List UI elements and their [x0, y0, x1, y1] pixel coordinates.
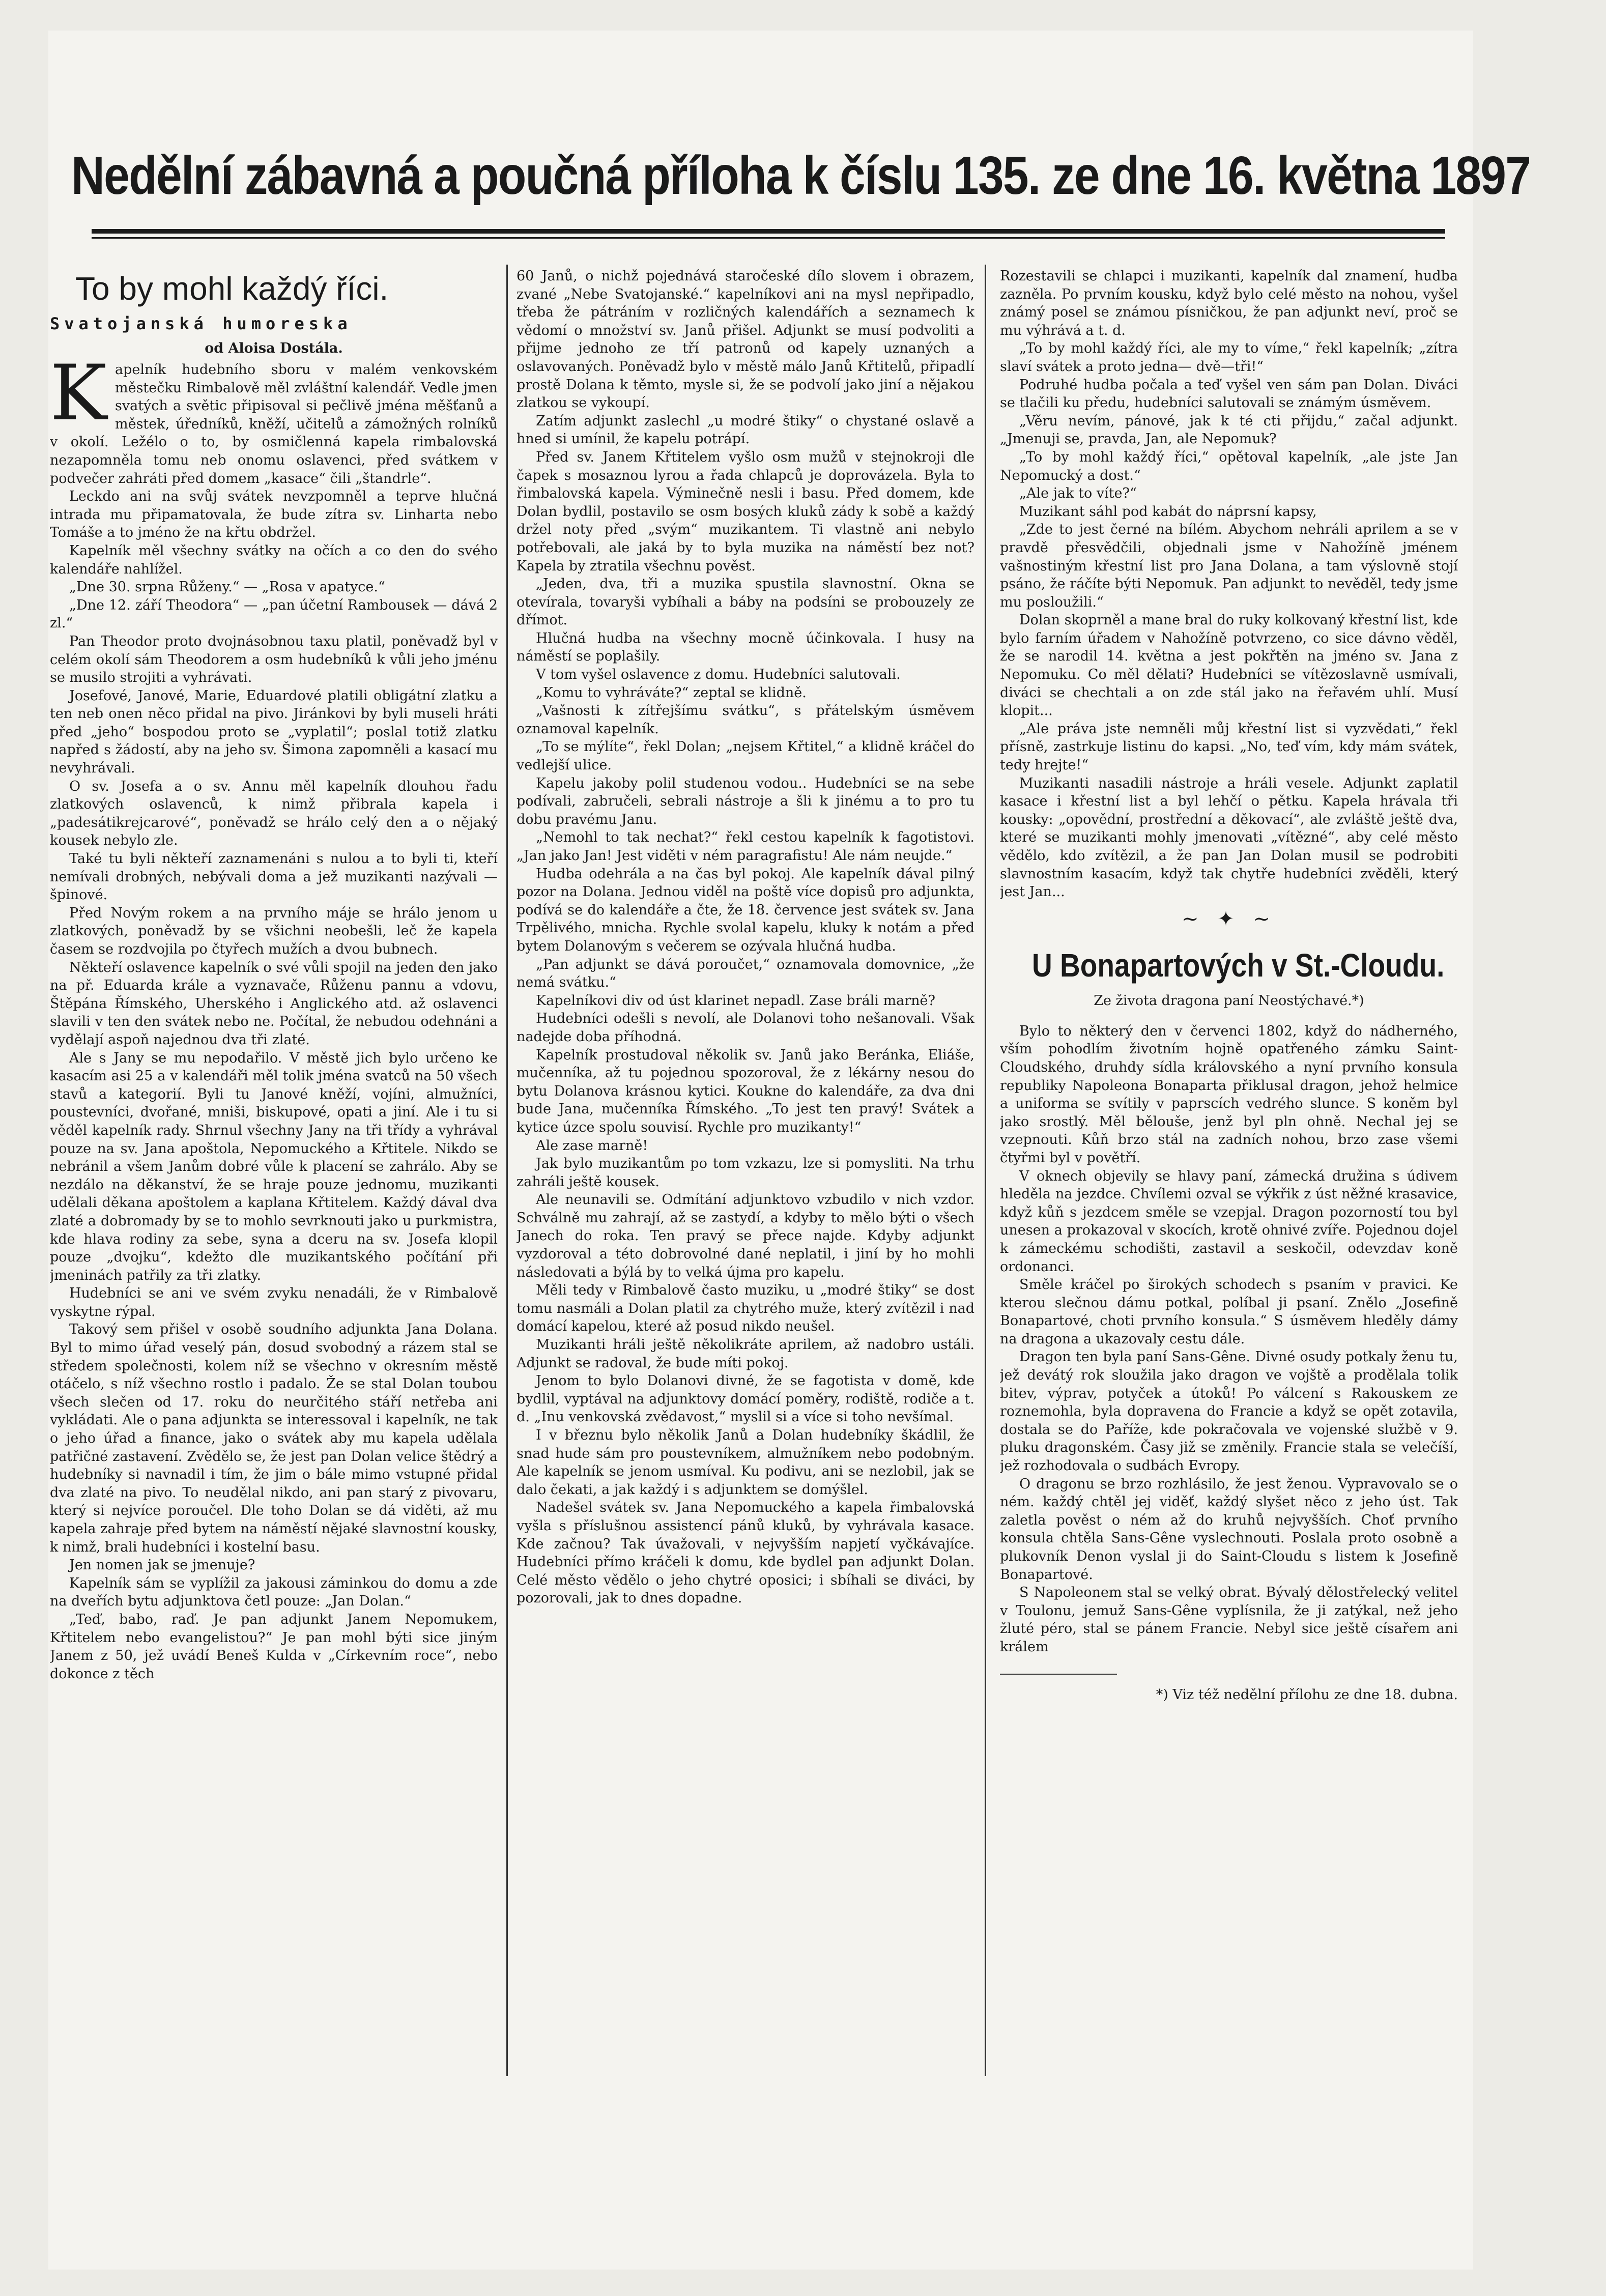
- header-rule-thin: [92, 237, 1445, 239]
- paragraph: O dragonu se brzo rozhlásilo, že jest ženou. Vypravovalo se o ném. každý chtěl jej viděť, každý slyšet něco z jeho úst. Tak zaletla pověst o ném až do kruhů nejvyšších. Choť prvního konsula chtěla Sans-Gêne vyslechnouti. Poslala proto osobně a plukovník Denon vyslal ji do Saint-Cloudu s listem k Josefině Bonapartové.: [1000, 1476, 1458, 1583]
- paragraph: apelník hudebního sboru v malém venkovském městečku Rimbalově měl zvláštní kalendář. Vedle jmen svatých a světic připisoval si pečlivě jména měšťanů a městek, úředníků, kněží, učitelů a zámožných rolníků v okolí. Ležélo o to, by osmičlenná kapela rimbalovská nezapomněla tomu neb onomu oslavenci, před svátkem v podvečer zahráti před domem „kasace“ čili „štandrle“.: [50, 362, 498, 486]
- paragraph: Pan Theodor proto dvojnásobnou taxu platil, poněvadž byl v celém okolí sám Theodorem a osm hudebníků k vůli jeho jménu se musilo strojiti a vyhrávati.: [50, 633, 498, 686]
- paragraph: Muzikant sáhl pod kabát do náprsní kapsy,: [1019, 503, 1317, 520]
- paragraph: S Napoleonem stal se velký obrat. Bývalý dělostřelecký velitel v Toulonu, jemuž Sans-Gêne vyplísnila, že ji zatýkal, než jeho žluté péro, stal se pánem Francie. Nebyl sice ještě císařem ani králem: [1000, 1585, 1458, 1655]
- paragraph: Muzikanti hráli ještě několikráte aprilem, až nadobro ustáli. Adjunkt se radoval, že bude míti pokoj.: [517, 1337, 974, 1371]
- paragraph: Podruhé hudba počala a teď vyšel ven sám pan Dolan. Diváci se tlačili ku předu, hudebníci salutovali se známým úsměvem.: [1000, 377, 1458, 411]
- paragraph: Měli tedy v Rimbalově často muziku, u „modré štiky“ se dost tomu nasmáli a Dolan platil za chytrého muže, který zvítězil i nad domácí kapelou, které až posud nikdo neušel.: [517, 1282, 974, 1335]
- paragraph: „To by mohl každý říci,“ opětoval kapelník, „ale jste Jan Nepomucký a dost.“: [1000, 449, 1458, 483]
- paragraph: Zatím adjunkt zaslechl „u modré štiky“ o chystané oslavě a hned si umínil, že kapelu potrápí.: [517, 413, 974, 447]
- column-divider-right: [985, 265, 986, 2076]
- paragraph: „Ale práva jste nemněli můj křestní list si vyzvědati,“ řekl přísně, zastrkuje listinu do kapsi. „No, teď vím, kdy mám svátek, tedy hrejte!“: [1000, 721, 1458, 773]
- paragraph: Ale zase marně!: [536, 1137, 648, 1154]
- paragraph: „Jeden, dva, tři a muzika spustila slavnostní. Okna se otevírala, tovaryši vybíhali a báby na podsíni se probouzely ze dřímot.: [517, 576, 974, 628]
- paragraph: Jenom to bylo Dolanovi divné, že se fagotista v domě, kde bydlil, vyptával na adjunktovy domácí poměry, rodiště, rodiče a t. d. „Inu venkovská zvědavost,“ myslil si a více si toho nevšímal.: [517, 1373, 974, 1425]
- paragraph: Jak bylo muzikantům po tom vzkazu, lze si pomysliti. Na trhu zahráli ještě kousek.: [517, 1156, 974, 1190]
- header-rule-thick: [92, 229, 1445, 234]
- paragraph: Kapelník měl všechny svátky na očích a co den do svého kalendáře nahlížel.: [50, 542, 498, 577]
- paragraph: Také tu byli někteří zaznamenáni s nulou a to byli ti, kteří nemívali drobných, nebývali doma a jež muzikanti nazývali — špinové.: [50, 851, 498, 903]
- story-body: [50, 349, 498, 1683]
- paragraph: Ale s Jany se mu nepodařilo. V městě jich bylo určeno ke kasacím asi 25 a v kalendáři měl tolik jména svatců na 50 všech stavů a kategorií. Byli tu Janové kněží, vojíni, almužníci, poustevníci, dvořané, mniši, biskupové, opati a jiní. Ale i tu si věděl kapelník rady. Shrnul všechny Jany na tři třídy a vyhrával pouze na sv. Jana apoštola, Nepomuckého a Křtitele. Nikdo se nebránil a všem Janům dobré vůle k placení se zahrálo. Aby se nezdálo na děkanství, že se hraje pouze jednomu, muzikanti udělali děkana apoštolem a kaplana Křtitelem. Každý dával dva zlaté a dobromady by se to mohlo sevrknouti jako u purkmistra, kde hlava rodiny za sebe, syna a dceru na sv. Josefa klopil pouze „dvojku“, kdežto dle muzikantského počítání při jmeninách patřily za tři zlatky.: [50, 1050, 498, 1283]
- column-2: [517, 267, 974, 2226]
- paragraph: „Pan adjunkt se dává poroučet,“ oznamovala domovnice, „že nemá svátku.“: [517, 956, 974, 991]
- paragraph: Kapelníkovi div od úst klarinet nepadl. Zase bráli marně?: [536, 992, 935, 1009]
- paragraph: V tom vyšel oslavence z domu. Hudebníci salutovali.: [536, 667, 901, 683]
- paragraph: Josefové, Janové, Marie, Eduardové platili obligátní zlatku a ten neb onen něco přidal na pivo. Jiránkovi by byli museli hráti před „jeho“ bospodou proto se „vyplatil“; poslal totiž zlatku napřed s žádostí, aby na jeho sv. Šimona zapomněli a kasací mu nevyhrávali.: [50, 687, 498, 777]
- paragraph: Někteří oslavence kapelník o své vůli spojil na jeden den jako na př. Eduarda krále a vyznavače, Růženu pannu a vdovu, Štěpána Římského, Uherského i Anglického atd. až oslavenci slavili v ten den svátek nebo ne. Počítal, že nebudou odehnáni a vydělají aspoň najednou dva tři zlaté.: [50, 959, 498, 1048]
- column-3: [1000, 267, 1458, 2226]
- drop-cap: K: [50, 349, 107, 438]
- paragraph: 60 Janů, o nichž pojednává staročeské dílo slovem i obrazem, zvané „Nebe Svatojanské.“ kapelníkovi ani na mysl nepřipadlo, třeba že pátráním v rozličných kalendářích a seznamech k vědomí o množství sv. Janů přišel. Adjunkt se musí podvoliti a přijme jednoho ze tří patronů od kapely uznaných a oslavovaných. Poněvadž bylo v městě málo Janů Křtitelů, připadlí prostě Dolana k těmto, mysle si, že se podvolí jako jiní a nějakou zlatkou se vykoupí.: [517, 268, 974, 411]
- page-header-title: Nedělní zábavná a poučná příloha k číslu 135. ze dne 16. května 1897: [71, 146, 1531, 206]
- paragraph: „Komu to vyhráváte?“ zeptal se klidně.: [536, 684, 807, 701]
- paragraph: Muzikanti nasadili nástroje a hráli vesele. Adjunkt zaplatil kasace i křestní list a byl lehčí o pětku. Kapela hrávala tři kousky: „opovědní, prostřední a děkovací“, ale zvláště ještě dva, které se muzikanti mohly jmenovati „vítězné“, aby celé město vědělo, kdo zvítězil, a že pan Jan Dolan musil se podrobiti slavnostním kasacím, když tak chytře hudebníci zvěděli, který jest Jan...: [1000, 775, 1458, 900]
- section-ornament: ~ ✦ ~: [1182, 907, 1276, 931]
- paragraph: „To se mýlíte“, řekl Dolan; „nejsem Křtitel,“ a klidně kráčel do vedlejší ulice.: [517, 739, 974, 773]
- paragraph: V oknech objevily se hlavy paní, zámecká družina s údivem hleděla na jezdce. Chvílemi ozval se výkřik z úst něžné krasavice, když kůň s jezdcem směle se vzepjal. Dragon pozorností tou byl unesen a prokazoval v skocích, krotě ohnivé zvíře. Pojednou dojel k zámeckému schodišti, zastavil a seskočil, odevzdav koně ordonanci.: [1000, 1168, 1458, 1275]
- paragraph: „Dne 12. září Theodora“ — „pan účetní Rambousek — dává 2 zl.“: [50, 597, 498, 632]
- paragraph: Dragon ten byla paní Sans-Gêne. Divné osudy potkaly ženu tu, jež devátý rok sloužila jako dragon ve vojště a prodělala tolik bitev, výprav, potyček a útoků! Po válcení s Rakouskem ze roznemohla, byla dopravena do Francie a když se opět zotavila, dostala se do Paříže, kde pokračovala ve vojenské službě v 9. pluku dragonském. Časy již se změnily. Francie stala se velečíší, jež rozhodovala o sudbách Evropy.: [1000, 1349, 1458, 1474]
- paragraph: Kapelník prostudoval několik sv. Janů jako Beránka, Eliáše, mučenníka, až tu pojednou spozoroval, že z lékárny nesou do bytu Dolanova krásnou kytici. Koukne do kalendáře, za dva dni bude Jana, mučenníka Římského. „To jest ten pravý! Svátek a kytice úzce spolu souvisí. Rychle pro muzikanty!“: [517, 1047, 974, 1135]
- paragraph: Hudebníci se ani ve svém zvyku nenadáli, že v Rimbalově vyskytne rýpal.: [50, 1285, 498, 1319]
- story-2-title: U Bonapartových v St.-Cloudu.: [1032, 946, 1445, 984]
- story-author: od Aloisa Dostála.: [205, 340, 343, 356]
- paragraph: Hudebníci odešli s nevolí, ale Dolanovi toho nešanovali. Však nadejde doba příhodná.: [517, 1011, 974, 1045]
- paragraph: Hudba odehrála a na čas byl pokoj. Ale kapelník dával pilný pozor na Dolana. Jednou viděl na poště více dopisů pro adjunkta, podívá se do kalendáře a čte, že 18. července jest svátek sv. Jana Trpělivého, mnicha. Rychle svolal kapelu, kluky k notám a před bytem Dolanovým s večerem se ozývala hlučná hudba.: [517, 866, 974, 954]
- paragraph: Kapelu jakoby polil studenou vodou.. Hudebníci se na sebe podívali, zabručeli, sebrali nástroje a šli k jinému a to pro tu dobu pravému Janu.: [517, 775, 974, 827]
- paragraph: Bylo to některý den v červenci 1802, když do nádherného, vším pohodlím životním hojně opatřeného zámku Saint-Cloudského, druhdy sídla královského a nyní prvního konsula republiky Napoleona Bonaparta přiklusal dragon, jehož helmice a uniforma se svítily v paprscích vedrého slunce. S koněm byl jako srostlý. Měl bělouše, jenž byl pln ohně. Nechal jej se vzepnouti. Kůň brzo stál na zadních nohou, brzo zase všemi čtyřmi byl v povětří.: [1000, 1023, 1458, 1166]
- paragraph: Směle kráčel po širokých schodech s psaním v pravici. Ke kterou slečnou dámu potkal, políbal ji psaní. Znělo „Josefině Bonapartové, choti prvního konsula.“ S úsměvem hleděly dámy na dragona a ukazovaly cestu dále.: [1000, 1277, 1458, 1347]
- paragraph: „Vašnosti k zítřejšímu svátku“, s přátelským úsměvem oznamoval kapelník.: [517, 703, 974, 737]
- story-2-subtitle: Ze života dragona paní Neostýchavé.*): [1094, 992, 1364, 1009]
- paragraph: Takový sem přišel v osobě soudního adjunkta Jana Dolana. Byl to mimo úřad veselý pán, dosud svobodný a rázem stal se středem společnosti, kolem níž se všechno v okresním městě otáčelo, s níž všechno rostlo i padalo. Že se stal Dolan toubou všech slečen od 17. roku do neurčitého stáří netřeba ani vykládati. Ale o pana adjunkta se interessoval i kapelník, ne tak o jeho úřad a finance, jako o svátek aby mu kapela udělala patřičné zastavení. Zvědělo se, že jest pan Dolan velice štědrý a hudebníky si navnadil i tím, že jim o bále mimo vstupné přidal dva zlaté na pivo. To neudělal nikdo, ani pan starý z pivovaru, který si nejvíce poroučel. Dle toho Dolan se dá viděti, až mu kapela zahraje před bytem na náměstí nějaké slavnostní kousky, k nimž, brali hudebníci i kostelní basu.: [50, 1322, 498, 1555]
- paragraph: „Věru nevím, pánové, jak k té cti přijdu,“ začal adjunkt. „Jmenuji se, pravda, Jan, ale Nepomuk?: [1000, 413, 1458, 447]
- paragraph: „Teď, babo, raď. Je pan adjunkt Janem Nepomukem, Křtitelem nebo evangelistou?“ Je pan mohl býti sice jiným Janem z 50, jež uvádí Beneš Kulda v „Církevním roce“, nebo dokonce z těch: [50, 1611, 498, 1682]
- paragraph: Jen nomen jak se jmenuje?: [69, 1557, 255, 1573]
- paragraph: „Nemohl to tak nechat?“ řekl cestou kapelník k fagotistovi. „Jan jako Jan! Jest viděti v ném paragrafistu! Ale nám neujde.“: [517, 829, 974, 864]
- footnote: *) Viz též nedělní přílohu ze dne 18. dubna.: [1156, 1686, 1458, 1703]
- paragraph: Leckdo ani na svůj svátek nevzpomněl a teprve hlučná intrada mu připamatovala, že bude zítra sv. Linharta nebo Tomáše a to jméno že na křtu obdržel.: [50, 489, 498, 541]
- paragraph: Rozestavili se chlapci i muzikanti, kapelník dal znamení, hudba zazněla. Po prvním kousku, když bylo celé město na nohou, vyšel známý posel se známou písničkou, že pan adjunkt neví, proč se mu výhrává a t. d.: [1000, 268, 1458, 338]
- paragraph: „Zde to jest černé na bílém. Abychom nehráli aprilem a se v pravdě přesvědčili, objednali jsme v Nahožíně jménem vašnostiným křestní list pro Jana Dolana, a tam výslovně stojí psáno, že ráčíte býti Nepomuk. Pan adjunkt to nevěděl, tedy jsme mu posloužili.“: [1000, 522, 1458, 610]
- paragraph: Kapelník sám se vyplížil za jakousi záminkou do domu a zde na dveřích bytu adjunktova četl pouze: „Jan Dolan.“: [50, 1575, 498, 1610]
- paragraph: Dolan skoprněl a mane bral do ruky kolkovaný křestní list, kde bylo farním úřadem v Nahožíně potvrzeno, co sice dávno věděl, že se narodil 14. května a jest pokřtěn na jméno sv. Jana z Nepomuku. Co měl dělati? Hudebníci se vítězoslavně usmívali, diváci se chechtali a on zde stál jako na řeřavém uhlí. Musí klopit...: [1000, 612, 1458, 719]
- paragraph: Před Novým rokem a na prvního máje se hrálo jenom u zlatkových, poněvadž by se všichni neobešli, leč že kapela časem se rozdvojila po čtyřech mužích a dvou bubnech.: [50, 905, 498, 957]
- footnote-rule: [1000, 1674, 1117, 1675]
- story-subtitle: Svatojanská humoreska: [50, 314, 352, 333]
- paragraph: Hlučná hudba na všechny mocně účinkovala. I husy na náměstí se poplašily.: [517, 630, 974, 665]
- paragraph: „Dne 30. srpna Růženy.“ — „Rosa v apatyce.“: [69, 579, 385, 595]
- paragraph: „Ale jak to víte?“: [1019, 485, 1137, 502]
- paragraph: Před sv. Janem Křtitelem vyšlo osm mužů v stejnokroji dle čapek s mosaznou lyrou a řada chlapců je doprovázela. Byla to řimbalovská kapela. Výminečně nesli i basu. Před domem, kde Dolan bydlil, postavilo se osm bosých kluků zády k sobě a každý držel noty před „svým“ muzikantem. Ti vlastně ani nebylo potřebovali, ale jaká by to byla muzika na náměstí bez not? Kapela by ztratila všechnu pověst.: [517, 449, 974, 574]
- paragraph: I v březnu bylo několik Janů a Dolan hudebníky škádlil, že snad hude sám pro poustevníkem, almužníkem nebo podobným. Ale kapelník se jenom usmíval. Ku podivu, ani se nezlobil, jak se dalo čekati, a jak každý i s adjunktem se domýšlel.: [517, 1427, 974, 1498]
- column-1: [50, 267, 498, 2226]
- paragraph: Ale neunavili se. Odmítání adjunktovo vzbudilo v nich vzdor. Schválně mu zahrají, až se zastydí, a kdyby to mělo býti o všech Janech do roka. Ten pravý se přece najde. Kdyby adjunkt vyzdoroval a této dobrovolné dané neplatil, i jiní by ho mohli následovati a býlá by to velká újma pro kapelu.: [517, 1192, 974, 1280]
- paragraph: O sv. Josefa a o sv. Annu měl kapelník dlouhou řadu zlatkových oslavenců, k nimž přibrala kapela i „padesátikrejcarové“, poněvadž se hrálo celý den a o nějaký kousek nebylo zle.: [50, 778, 498, 849]
- paragraph: „To by mohl každý říci, ale my to víme,“ řekl kapelník; „zítra slaví svátek a proto jedna— dvě—tři!“: [1000, 340, 1458, 375]
- story-title: To by mohl každý říci.: [75, 270, 389, 307]
- paragraph: Nadešel svátek sv. Jana Nepomuckého a kapela řimbalovská vyšla s příslušnou assistencí pánů kluků, by vyhrávala kasace. Kde začnou? Tak úvažovali, v nejvyšším napjetí vyčkávajíce. Hudebníci přímo kráčeli k domu, kde bydlel pan adjunkt Dolan. Celé město vědělo o jeho chytré oposici; i sbíhali se diváci, by pozorovali, jak to dnes dopadne.: [517, 1500, 974, 1606]
- column-divider-left: [506, 265, 508, 2076]
